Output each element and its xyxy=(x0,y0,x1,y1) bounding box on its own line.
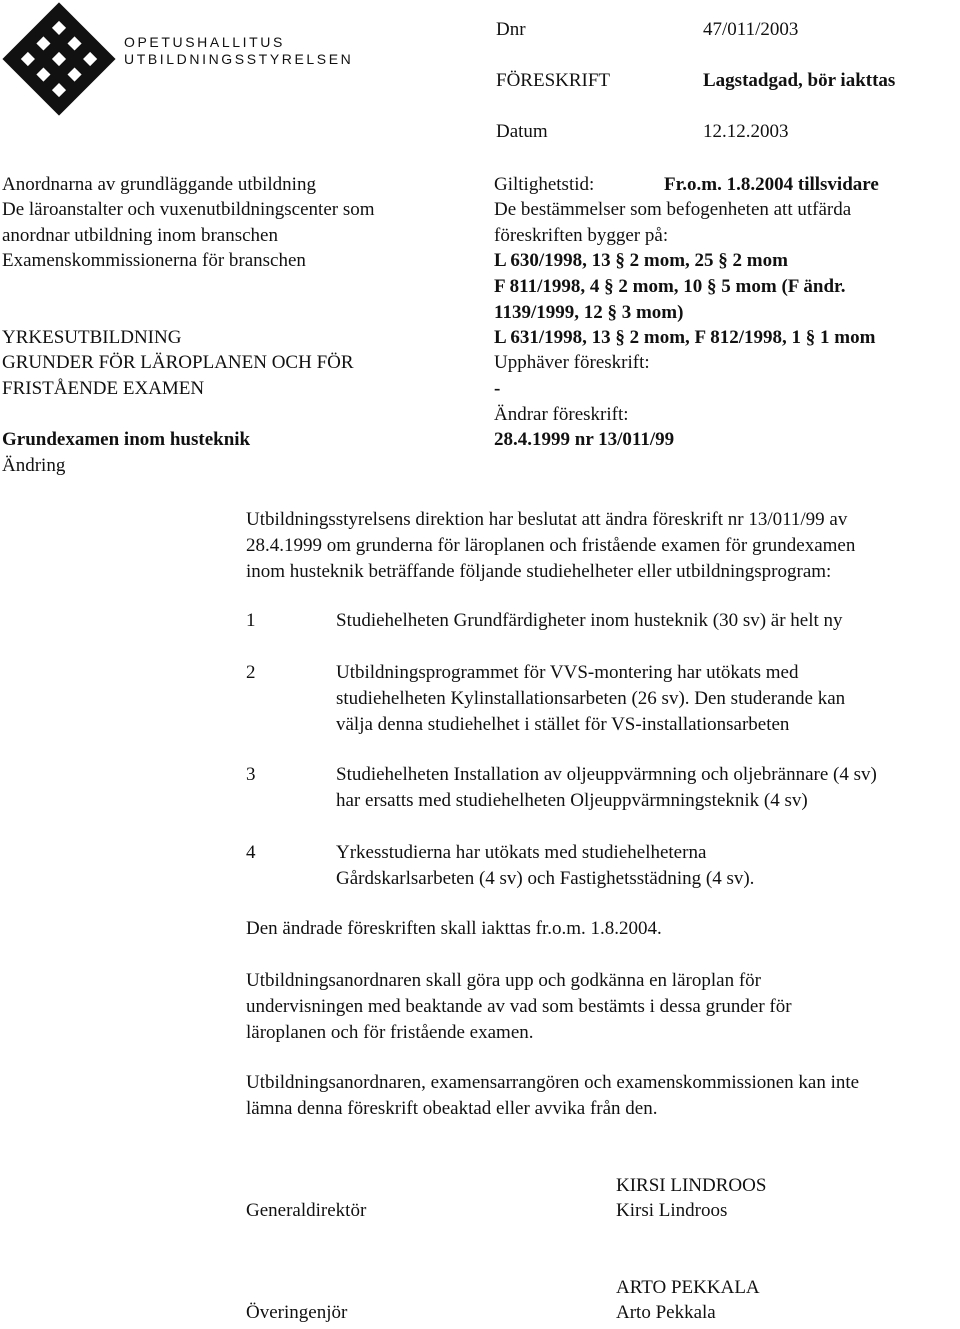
date-label: Datum xyxy=(496,121,548,142)
recipient-line: Examenskommissionerna för branschen xyxy=(2,250,306,271)
amends-label: Ändrar föreskrift: xyxy=(494,404,629,425)
date-value: 12.12.2003 xyxy=(703,121,789,142)
logo-text-line2: UTBILDNINGSSTYRELSEN xyxy=(124,51,354,67)
authority-line: De bestämmelser som befogenheten att utfärda xyxy=(494,199,852,220)
effective-date-paragraph: Den ändrade föreskriften skall iakttas fr.o.m. 1.8.2004. xyxy=(246,918,662,939)
validity-value: Fr.o.m. 1.8.2004 tillsvidare xyxy=(664,174,879,195)
signatory-name-caps: ARTO PEKKALA xyxy=(616,1277,760,1298)
repeals-label: Upphäver föreskrift: xyxy=(494,352,650,373)
law-reference: 1139/1999, 12 § 3 mom) xyxy=(494,302,684,323)
compliance-paragraph: Utbildningsanordnaren, examensarrangören och examenskommissionen kan inte lämna denna föreskrift obeaktad eller avvika från den. xyxy=(246,1072,860,1119)
grounds-title: FRISTÅENDE EXAMEN xyxy=(2,378,205,399)
document-type: FÖRESKRIFT xyxy=(496,70,611,91)
list-item: Yrkesstudierna har utökats med studiehelheterna Gårdskarlsarbeten (4 sv) och Fastighetsstädning (4 sv). xyxy=(336,842,755,889)
law-reference: F 811/1998, 4 § 2 mom, 10 § 5 mom (F ändr. xyxy=(494,276,846,297)
list-item: Utbildningsprogrammet för VVS-montering har utökats med studiehelheten Kylinstallationsarbeten (26 sv). Den studerande kan välja denna studiehelhet i stället för VS-installationsarbeten xyxy=(336,662,846,735)
list-item: Studiehelheten Installation av oljeuppvärmning och oljebrännare (4 sv) har ersatts med studiehelheten Oljeuppvärmningsteknik (4 sv) xyxy=(336,764,877,811)
item-number: 1 xyxy=(246,610,256,631)
recipient-line: De läroanstalter och vuxenutbildningscenter som xyxy=(2,199,375,220)
signatory-title: Generaldirektör xyxy=(246,1200,367,1221)
education-category: YRKESUTBILDNING xyxy=(2,327,182,348)
item-number: 2 xyxy=(246,662,256,683)
recipient-line: Anordnarna av grundläggande utbildning xyxy=(2,174,316,195)
signatory-name: Kirsi Lindroos xyxy=(616,1200,728,1221)
exam-title: Grundexamen inom husteknik xyxy=(2,429,251,450)
amends-value: 28.4.1999 nr 13/011/99 xyxy=(494,429,675,450)
document-status: Lagstadgad, bör iakttas xyxy=(703,70,896,91)
item-number: 4 xyxy=(246,842,256,863)
signatory-name: Arto Pekkala xyxy=(616,1302,716,1323)
dnr-value: 47/011/2003 xyxy=(703,19,799,40)
curriculum-paragraph: Utbildningsanordnaren skall göra upp och godkänna en läroplan för undervisningen med beaktande av vad som bestämts i dessa grunder för läroplanen och för fristående examen. xyxy=(246,970,792,1043)
authority-line: föreskriften bygger på: xyxy=(494,225,669,246)
intro-paragraph: Utbildningsstyrelsens direktion har beslutat att ändra föreskrift nr 13/011/99 av 28.4.1999 om grunderna för läroplanen och fristående examen för grundexamen inom husteknik beträffande följande studiehelheter eller utbildningsprogram: xyxy=(246,509,856,582)
signatory-title: Överingenjör xyxy=(246,1302,348,1323)
signatory-name-caps: KIRSI LINDROOS xyxy=(616,1175,767,1196)
law-reference: L 631/1998, 13 § 2 mom, F 812/1998, 1 § 1 mom xyxy=(494,327,876,348)
repeals-value: - xyxy=(494,378,501,399)
validity-label: Giltighetstid: xyxy=(494,174,595,195)
item-number: 3 xyxy=(246,764,256,785)
grounds-title: GRUNDER FÖR LÄROPLANEN OCH FÖR xyxy=(2,352,354,373)
dnr-label: Dnr xyxy=(496,19,526,40)
change-label: Ändring xyxy=(2,455,66,476)
diamond-grid-logo xyxy=(0,0,118,118)
recipient-line: anordnar utbildning inom branschen xyxy=(2,225,278,246)
list-item: Studiehelheten Grundfärdigheter inom husteknik (30 sv) är helt ny xyxy=(336,610,843,631)
law-reference: L 630/1998, 13 § 2 mom, 25 § 2 mom xyxy=(494,250,788,271)
logo-text-line1: OPETUSHALLITUS xyxy=(124,34,285,50)
